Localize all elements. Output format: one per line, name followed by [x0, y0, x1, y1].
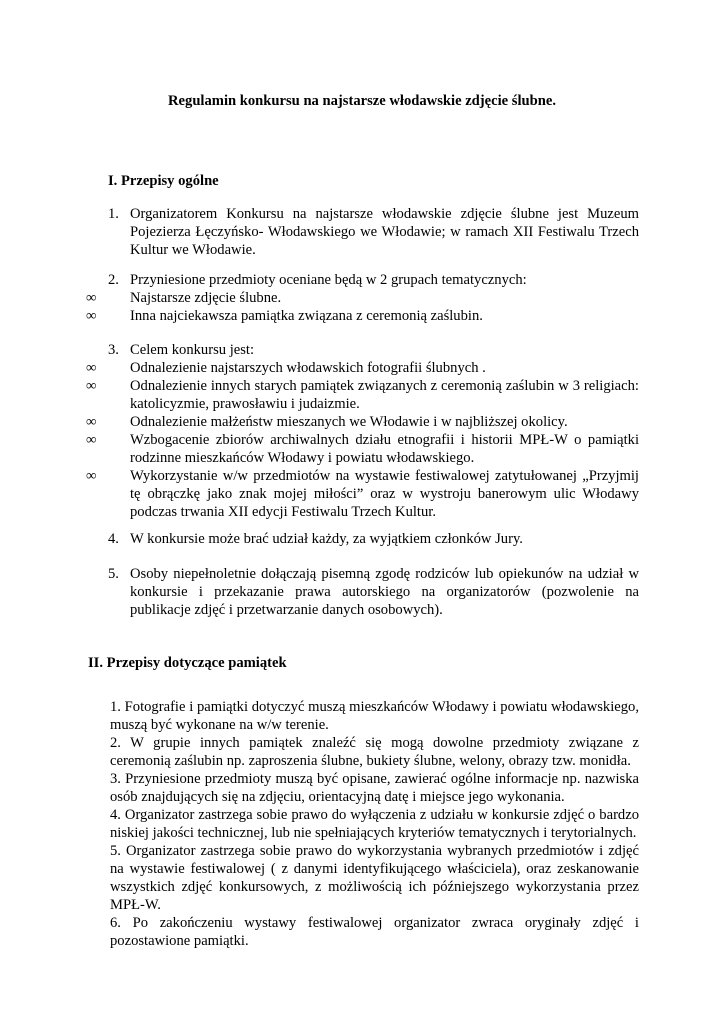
bullet-item	[86, 413, 639, 431]
list-item-2	[86, 271, 639, 325]
bullet-item	[86, 467, 639, 521]
infinity-bullet-icon: ∞	[86, 378, 97, 394]
bullet-item	[86, 359, 639, 377]
infinity-bullet-icon: ∞	[86, 290, 97, 306]
bullet-item	[86, 307, 639, 325]
item-number: 5.	[108, 566, 119, 582]
infinity-bullet-icon: ∞	[86, 432, 97, 448]
list-item-3	[86, 341, 639, 521]
item-number: 1.	[108, 206, 119, 222]
bullet-item	[86, 289, 639, 307]
item-text: Przyniesione przedmioty oceniane będą w 2 grupach tematycznych:	[130, 272, 527, 288]
infinity-bullet-icon: ∞	[86, 414, 97, 430]
list-item-5	[108, 565, 639, 619]
list-item-4	[108, 530, 639, 548]
bullet-item	[86, 377, 639, 413]
bullet-text: Wykorzystanie w/w przedmiotów na wystawie festiwalowej zatytułowanej „Przyjmij tę obrączkę jako znak mojej miłości” oraz w wystroju banerowym ulic Włodawy podczas trwania XII edycji Festiwalu Trzech Kultur.	[130, 468, 639, 520]
paragraph: 1. Fotografie i pamiątki dotyczyć muszą mieszkańców Włodawy i powiatu włodawskiego, muszą być wykonane na w/w terenie.	[110, 699, 639, 733]
bullet-item	[86, 431, 639, 467]
item-text: Organizatorem Konkursu na najstarsze włodawskie zdjęcie ślubne jest Muzeum Pojezierza Łęczyńsko- Włodawskiego we Włodawie; w ramach XII Festiwalu Trzech Kultur we Włodawie.	[130, 206, 639, 258]
list-item-1	[108, 205, 639, 259]
bullet-text: Odnalezienie najstarszych włodawskich fotografii ślubnych .	[130, 360, 486, 376]
item-text: Osoby niepełnoletnie dołączają pisemną zgodę rodziców lub opiekunów na udział w konkursie i przekazanie prawa autorskiego na organizatorów (pozwolenie na publikacje zdjęć i przetwarzanie danych osobowych).	[130, 566, 639, 618]
infinity-bullet-icon: ∞	[86, 360, 97, 376]
paragraph: 4. Organizator zastrzega sobie prawo do wyłączenia z udziału w konkursie zdjęć o bardzo niskiej jakości technicznej, lub nie spełniających kryteriów tematycznych i terytorialnych.	[110, 807, 639, 841]
infinity-bullet-icon: ∞	[86, 468, 97, 484]
infinity-bullet-icon: ∞	[86, 308, 97, 324]
paragraph: 5. Organizator zastrzega sobie prawo do wykorzystania wybranych przedmiotów i zdjęć na wystawie festiwalowej ( z danymi identyfikującego właściciela), oraz zeskanowanie wszystkich zdjęć konkursowych, z możliwością ich późniejszego wykorzystania przez MPŁ-W.	[110, 843, 639, 913]
section1-heading: I. Przepisy ogólne	[108, 173, 219, 189]
paragraph: 6. Po zakończeniu wystawy festiwalowej organizator zwraca oryginały zdjęć i pozostawione pamiątki.	[110, 915, 639, 949]
bullet-text: Odnalezienie małżeństw mieszanych we Włodawie i w najbliższej okolicy.	[130, 414, 568, 430]
paragraph: 2. W grupie innych pamiątek znaleźć się mogą dowolne przedmioty związane z ceremonią zaślubin np. zaproszenia ślubne, bukiety ślubne, welony, obrazy tzw. monidła.	[110, 735, 639, 769]
paragraph: 3. Przyniesione przedmioty muszą być opisane, zawierać ogólne informacje np. nazwiska osób znajdujących się na zdjęciu, orientacyjną datę i miejsce jego wykonania.	[110, 771, 639, 805]
bullet-text: Najstarsze zdjęcie ślubne.	[130, 290, 282, 306]
item-number: 3.	[108, 342, 119, 358]
bullet-text: Inna najciekawsza pamiątka związana z ceremonią zaślubin.	[130, 308, 483, 324]
item-number: 4.	[108, 531, 119, 547]
bullet-text: Wzbogacenie zbiorów archiwalnych działu etnografii i historii MPŁ-W o pamiątki rodzinne mieszkańców Włodawy i powiatu włodawskiego.	[130, 432, 639, 466]
item-text: Celem konkursu jest:	[130, 342, 255, 358]
document-title: Regulamin konkursu na najstarsze włodawskie zdjęcie ślubne.	[168, 93, 556, 109]
item-text: W konkursie może brać udział każdy, za wyjątkiem członków Jury.	[130, 531, 523, 547]
bullet-text: Odnalezienie innych starych pamiątek związanych z ceremonią zaślubin w 3 religiach: katolicyzmie, prawosławiu i judaizmie.	[130, 378, 639, 412]
item-number: 2.	[108, 272, 119, 288]
section2-paragraphs	[110, 698, 639, 950]
section2-heading: II. Przepisy dotyczące pamiątek	[88, 655, 287, 671]
